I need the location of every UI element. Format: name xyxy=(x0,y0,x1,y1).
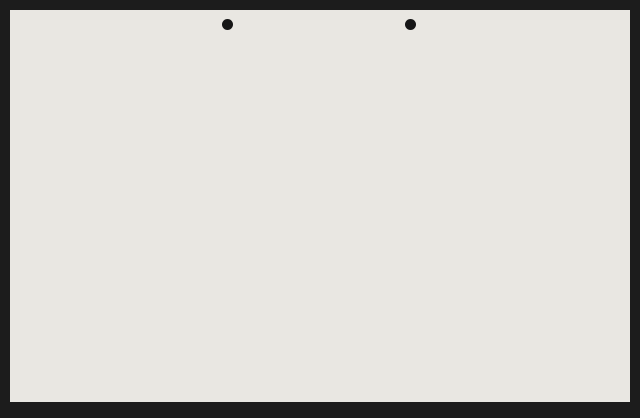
header-summary xyxy=(206,90,500,118)
punch-hole-left xyxy=(222,19,233,30)
header-hour xyxy=(159,90,206,118)
header-place xyxy=(28,90,113,118)
header-remarks xyxy=(502,90,610,118)
header-date xyxy=(113,90,159,118)
diary-page xyxy=(10,10,630,402)
punch-hole-right xyxy=(405,19,416,30)
